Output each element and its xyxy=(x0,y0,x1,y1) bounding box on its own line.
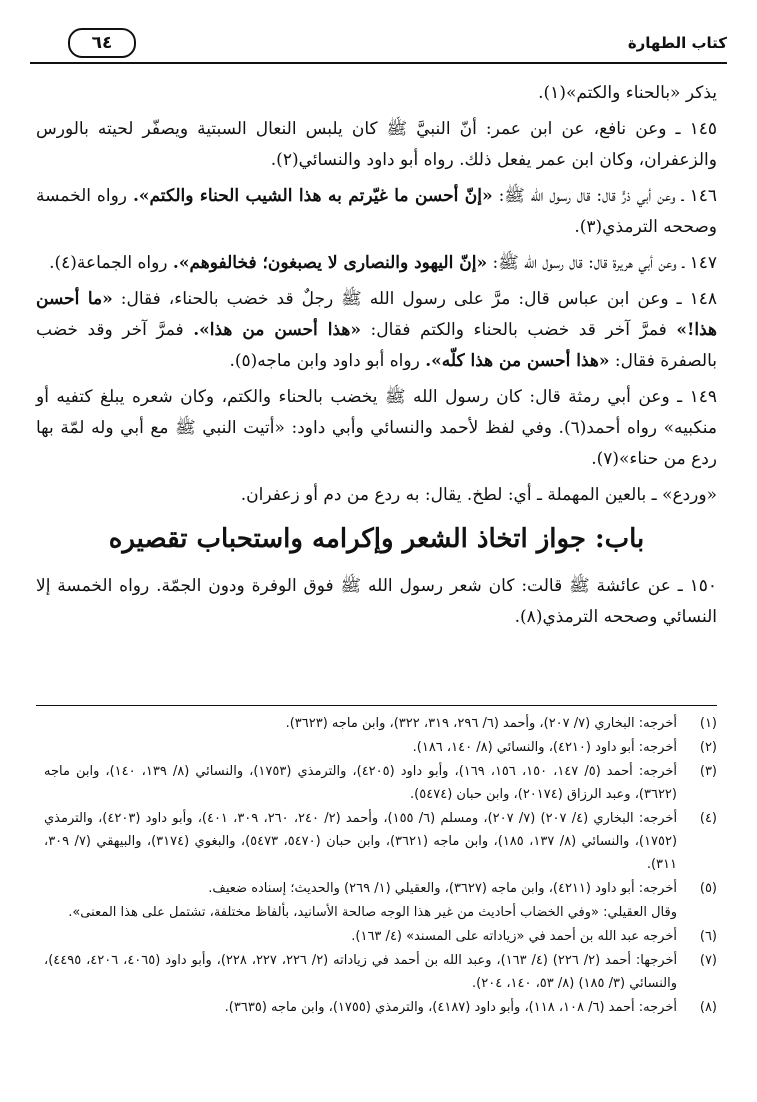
footnote-number: (٤) xyxy=(699,811,717,826)
page-header xyxy=(30,32,727,62)
hadith-148-source: رواه أبو داود وابن ماجه(٥). xyxy=(229,351,420,371)
header-divider xyxy=(30,62,727,64)
footnote-item xyxy=(44,877,717,900)
hadith-147 xyxy=(36,248,717,279)
hadith-148-text-2: فمرَّ آخر قد خضب بالحناء والكتم فقال: xyxy=(370,320,667,340)
footnote-item xyxy=(44,901,717,924)
hadith-146-source: رواه الخمسة وصححه الترمذي(٣). xyxy=(36,186,717,237)
footnote-number: (٣) xyxy=(699,764,717,779)
footnote-number: (٧) xyxy=(699,953,717,968)
hadith-147-intro: ١٤٧ ـ وعن أبي هريرة قال: قال رسول الله ﷺ: xyxy=(492,253,717,273)
book-title: كتاب الطهارة xyxy=(627,34,727,52)
footnote-text: أخرجه: أبو داود (٤٢١١)، وابن ماجه (٣٦٢٧)، والعقيلي (١/ ٢٦٩) والحديث؛ إسناده ضعيف. xyxy=(208,881,677,896)
footnote-item xyxy=(44,712,717,735)
hadith-148-quote-3: «هذا أحسن من هذا كلّه». xyxy=(425,351,610,371)
word-note: «وردع» ـ بالعين المهملة ـ أي: لطخ. يقال: به ردع من دم أو زعفران. xyxy=(240,485,717,505)
footnote-item xyxy=(44,996,717,1019)
footnote-item xyxy=(44,760,717,806)
hadith-146 xyxy=(36,181,717,243)
footnote-number: (٦) xyxy=(699,929,717,944)
footnotes xyxy=(44,712,717,1020)
footnote-number: (٢) xyxy=(699,740,717,755)
hadith-148 xyxy=(36,284,717,377)
hadith-150: ١٥٠ ـ عن عائشة ﷺ قالت: كان شعر رسول الله ﷺ فوق الوفرة ودون الجمّة. رواه الخمسة إلا النسائي وصححه الترمذي(٨). xyxy=(36,576,717,627)
footnote-divider xyxy=(36,705,717,706)
footnote-number: (٥) xyxy=(699,881,717,896)
footnote-item xyxy=(44,807,717,876)
hadith-146-intro: ١٤٦ ـ وعن أبي ذرٍّ قال: قال رسول الله ﷺ: xyxy=(498,186,718,206)
hadith-148-intro: ١٤٨ ـ وعن ابن عباس قال: مرَّ على رسول الله ﷺ رجلٌ قد خضب بالحناء، فقال: xyxy=(120,289,717,309)
footnote-text: وقال العقيلي: «وفي الخضاب أحاديث من غير هذا الوجه صالحة الأسانيد، بألفاظ مختلفة، تشتمل على هذا المعنى». xyxy=(68,905,677,920)
footnote-text: أخرجه عبد الله بن أحمد في «زياداته على المسند» (٤/ ١٦٣). xyxy=(351,929,677,944)
footnote-item xyxy=(44,736,717,759)
hadith-145: ١٤٥ ـ وعن نافع، عن ابن عمر: أنّ النبيَّ ﷺ كان يلبس النعال السبتية ويصفّر لحيته بالورس والزعفران، وكان ابن عمر يفعل ذلك. رواه أبو داود والنسائي(٢). xyxy=(36,119,717,170)
page-number: ٦٤ xyxy=(68,28,136,58)
hadith-148-quote-1: «ما أحسن هذا!» xyxy=(36,289,718,340)
main-text xyxy=(36,78,717,634)
hadith-149: ١٤٩ ـ وعن أبي رمثة قال: كان رسول الله ﷺ يخضب بالحناء والكتم، وكان شعره يبلغ كتفيه أو منكبيه» رواه أحمد(٦). وفي لفظ لأحمد والنسائي وأبي داود: «أتيت النبي ﷺ مع أبي وله لمّة بها ردع من حناء»(٧). xyxy=(36,387,717,469)
section-heading: باب: جواز اتخاذ الشعر وإكرامه واستحباب تقصيره xyxy=(108,524,645,554)
footnote-item xyxy=(44,949,717,995)
hadith-146-quote: «إنّ أحسن ما غيّرتم به هذا الشيب الحناء والكتم». xyxy=(132,186,493,206)
hadith-148-text-3: فمرَّ آخر وقد خضب بالصفرة فقال: xyxy=(36,320,717,371)
hadith-147-quote: «إنّ اليهود والنصارى لا يصبغون؛ فخالفوهم». xyxy=(172,253,488,273)
hadith-148-quote-2: «هذا أحسن من هذا». xyxy=(193,320,362,340)
footnote-number: (٨) xyxy=(699,1000,717,1015)
footnote-number: (١) xyxy=(699,716,717,731)
footnote-text: أخرجها: أحمد (٢/ ٢٢٦) (٤/ ١٦٣)، وعبد الله بن أحمد في زياداته (٢/ ٢٢٦، ٢٢٧، ٢٢٨)، وأبو داود (٤٠٦٥، ٤٢٠٦، ٤٤٩٥)، والنسائي (٣/ ١٨٥) (٨/ ٥٣، ١٤٠، ٢٠٤). xyxy=(44,953,678,991)
footnote-number xyxy=(677,901,717,924)
footnote-text: أخرجه: أحمد (٦/ ١٠٨، ١١٨)، وأبو داود (٤١٨٧)، والترمذي (١٧٥٥)، وابن ماجه (٣٦٣٥). xyxy=(224,1000,677,1015)
footnote-text: أخرجه: البخاري (٤/ ٢٠٧) (٧/ ٢٠٧)، ومسلم (٦/ ١٥٥)، وأحمد (٢/ ٢٤٠، ٢٦٠، ٣٠٩، ٤٠١)، وأبو داود (٤٢٠٣)، والترمذي (١٧٥٢)، والنسائي (٨/ ١٣٧، ١٨٥)، وابن ماجه (٣٦٢١)، وابن حبان (٥٤٧٠، ٥٤٧٣)، والبغوي (٣١٧٤)، والبيهقي (٧/ ٣٠٩، ٣١١). xyxy=(44,811,678,872)
intro-line: يذكر «بالحناء والكتم»(١). xyxy=(538,83,717,103)
footnote-text: أخرجه: أبو داود (٤٢١٠)، والنسائي (٨/ ١٤٠، ١٨٦). xyxy=(412,740,677,755)
footnote-item xyxy=(44,925,717,948)
footnote-text: أخرجه: أحمد (٥/ ١٤٧، ١٥٠، ١٥٦، ١٦٩)، وأبو داود (٤٢٠٥)، والترمذي (١٧٥٣)، والنسائي (٨/ ١٣٩، ١٤٠)، وابن ماجه (٣٦٢٢)، وعبد الرزاق (٢٠١٧٤)، وابن حبان (٥٤٧٤). xyxy=(44,764,678,802)
hadith-147-source: رواه الجماعة(٤). xyxy=(49,253,168,273)
footnote-text: أخرجه: البخاري (٧/ ٢٠٧)، وأحمد (٦/ ٢٩٦، ٣١٩، ٣٢٢)، وابن ماجه (٣٦٢٣). xyxy=(285,716,677,731)
